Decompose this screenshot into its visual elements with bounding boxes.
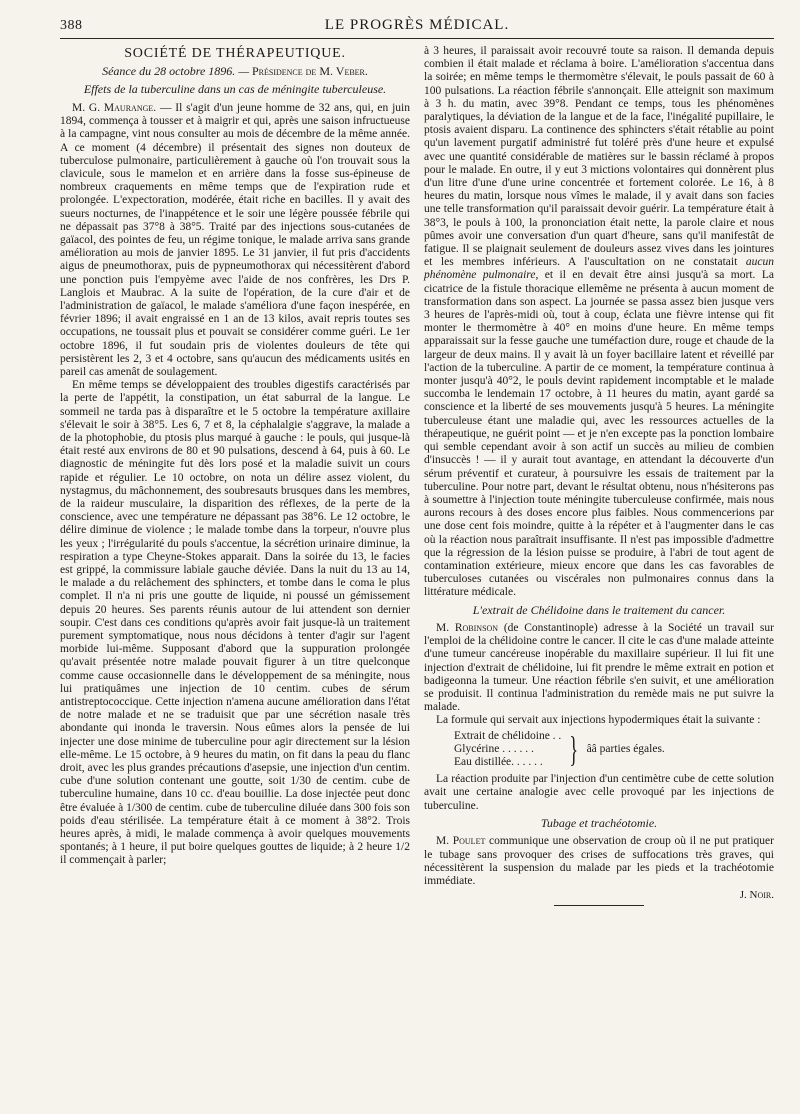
- formula-intro: La formule qui servait aux injections hypodermiques était la suivante :: [436, 714, 761, 727]
- left-column: [60, 45, 410, 906]
- author-poulet: M. Poulet: [436, 835, 486, 848]
- article-title-tuberculine: Effets de la tuberculine dans un cas de méningite tuberculeuse.: [83, 82, 387, 97]
- society-title: SOCIÉTÉ DE THÉRAPEUTIQUE.: [124, 46, 346, 61]
- seance-presidence: Présidence de M. Veber.: [251, 64, 368, 79]
- end-rule: [554, 905, 644, 906]
- right-column: [424, 45, 774, 906]
- page-number: 388: [60, 18, 83, 33]
- paragraph-text: — Il s'agit d'un jeune homme de 32 ans, qui, en juin 1894, commença à tousser et à maigrir et qui, après une saison infructueuse à la campagne, vint nous consulter au mois de décembre de la même année. A ce moment (4 décembre) il présentait des signes non douteux de tuberculose pulmonaire, particulièrement à gauche où l'on trouvait sous la clavicule, sous le mamelon et en arrière dans la fosse sus-épineuse de nombreux craquements en même temps que de l'expiration rude et prolongée. L'expectoration, modérée, était riche en bacilles. Il y avait des sueurs nocturnes, de l'inappétence et le soir une légère poussée fébrile qui ne dépassait pas 37°8 à 38°5. Traité par des injections sous-cutanées de gaïacol, des pointes de feu, un régime tonique, le malade arriva sans grande amélioration au mois de janvier 1895. Le 31 janvier, il fut pris d'accidents aigus de pneumothorax, puis de pypneumothorax qui nécessitèrent d'abord une ponction puis l'empyème avec l'aide de nos confrères, les Drs P. Langlois et Maubrac. A la suite de l'opération, de la cure d'air et de l'administration de gaïacol, le malade s'améliora d'une façon inespérée, en février 1896; il avait engraissé en 1 an de 13 kilos, avait repris toutes ses occupations, ne toussait plus et pouvait se considérer comme guéri. Le 1er octobre 1896, il fut soudain pris de violentes douleurs de tête qui persistèrent les 2, 3 et 4 octobre, sans qu'aucun des médicaments usités en pareil cas amenât de soulagement.: [60, 101, 410, 378]
- paragraph-text: (de Constantinople) adresse à la Société un travail sur l'emploi de la chélidoine contre le cancer. Il cite le cas d'une malade atteinte d'une tumeur cancéreuse inopérable du maxillaire supérieur. Il lui fit une injection d'extrait de chélidoine, lui fit prendre le même extrait en potion et badigeonna la tumeur. Une réaction fébrile s'en suivit, et une amélioration se produisit. Il continua l'administration du remède mais ne put suivre la malade.: [424, 622, 774, 714]
- formula-proportion: ââ parties égales.: [586, 742, 665, 755]
- seance-line: [60, 65, 410, 78]
- brace-glyph: }: [569, 729, 579, 770]
- journal-title: LE PROGRÈS MÉDICAL.: [324, 17, 510, 33]
- ingredient: Eau distillée. . . . . .: [454, 756, 543, 769]
- paragraph: [424, 835, 774, 888]
- paragraph-text: , et il en devait être ainsi jusqu'à sa mort. La cicatrice de la fistule thoracique ellemême ne présenta à aucun moment de transformation dans son aspect. La journée se passa assez bien jusque vers 3 heures de l'après-midi où, tout à coup, éclata une fièvre intense qui fit monter le thermomètre à 40° en moins d'une heure. En même temps apparaissait sur la fesse gauche une tuméfaction dure, rouge et chaude de la largeur de deux mains. Il y avait là un foyer bacillaire latent et réveillé par l'action de la tuberculine. A partir de ce moment, la température continua à monter jusqu'à 40°2, le pouls devint rapidement incomptable et le malade succomba le lendemain 17 octobre, à 11 heures du matin, ayant gardé sa conscience et la liberté de ses mouvements jusqu'à 5 heures. La méningite tuberculeuse étant une maladie qui, avec les ressources actuelles de la thérapeutique, ne guérit point — et je n'en excepte pas la ponction lombaire qui semble cependant avoir à son actif un succès au milieu de combien d'insuccès ! — il y aurait tout avantage, en attendant la découverte d'un sérum préventif et curateur, à poursuivre les essais de traitement par la tuberculine. Pour notre part, devant le résultat obtenu, nous n'hésiterons pas à soumettre à l'injection toute méningite tuberculeuse confirmée, mais nous aurons recours à des doses encore plus faibles. Nous commencerions par une dose cent fois moindre, quitte à la répéter et à l'augmenter dans le cas où la réaction nous paraîtrait insuffisante. Il n'est pas impossible d'admettre que la régression de la lésion puisse se produire, à l'abri de tout agent de contamination extérieure, mieux encore que dans les cas favorables de tuberculoses cutanées ou viscérales non pulmonaires connus dans la littérature médicale.: [424, 269, 774, 599]
- ingredient: Extrait de chélidoine . .: [454, 729, 562, 742]
- two-column-body: [60, 45, 774, 906]
- article-title-chelidoine: L'extrait de Chélidoine dans le traitement du cancer.: [472, 602, 726, 617]
- paragraph-continued: [424, 45, 774, 600]
- paragraph: En même temps se développaient des troubles digestifs caractérisés par la perte de l'appétit, la constipation, un état saburral de la langue. Le sommeil ne tarda pas à disparaître et le 5 octobre la température axillaire s'élevait le soir à 38°5. Les 6, 7 et 8, la céphalalgie s'aggrave, la malade a de la photophobie, du ptosis plus marqué à gauche : le pouls, qui jusque-là était resté aux environs de 80 et 90 pulsations, descend à 64, puis à 60. Le diagnostic de méningite fut dès lors posé et la maladie suivit un cours rapide et régulier. Le 10 octobre, on nota un délire assez violent, du nystagmus, du mâchonnement, des soubresauts brusques dans les membres, de la raideur musculaire, la disparition des réflexes, de la perte de la conscience, avec une température ne dépassant pas 38°6. Le 12 octobre, le délire diminue de violence ; le malade tombe dans la torpeur, n'ouvre plus les yeux ; l'irrégularité du pouls s'accentue, la sécrétion urinaire diminue, la respiration a type Cheyne-Stokes apparait. Dans la soirée du 13, le facies est grippé, la commissure labiale gauche déviée. Dans la nuit du 13 au 14, le malade a du relâchement des sphincters, et tombe dans le coma le plus complet. Il n'a ni pris une goutte de liquide, ni poussé un gémissement depuis 20 heures. Ses parents réunis autour de lui attendent son dernier soupir. C'est dans ces conditions qu'après avoir fait jusque-là un traitement purement symptomatique, nous nous décidons à tenter d'agir sur l'agent morbide lui-même. Supposant d'abord que la suppuration prolongée qu'avait présentée notre malade pouvait figurer à un titre quelconque comme cause occasionnelle dans le développement de sa méningite, nous lui pratiquâmes une injection de 10 centim. cubes de sérum antistreptococcique. Cette injection n'amena aucune amélioration dans l'état de notre malade et ne se traduisit que par une sécrétion nasale très abondante qui inonda le traversin. Nous eûmes alors la pensée de lui injecter une dose minime de tuberculine pour agir directement sur la lésion elle-même. Le 15 octobre, à 9 heures du matin, on fit dans la peau du flanc droit, avec les plus grandes précautions d'asepsie, une injection d'un centim. cube d'une solution contenant une goutte, soit 1/30 de centim. cube de tuberculine humaine, dans 10 cc. d'eau bouillie. La dose injectée peut donc être évaluée à 1/300 de centim. cube de tuberculine diluée dans 300 fois son poids d'eau stérilisée. La température était à ce moment à 38°2. Trois heures après, à midi, le malade commença à avoir quelques mouvements spontanés; à 1 heure, il put boire quelques gouttes de liquide; à 2 heure 1/2 il commençait à parler;: [60, 379, 410, 867]
- seance-date: Séance du 28 octobre 1896.: [102, 64, 236, 79]
- author-robinson: M. Robinson: [436, 622, 499, 635]
- paragraph: La réaction produite par l'injection d'un centimètre cube de cette solution avait une certaine analogie avec celle provoqué par les injections de tuberculine.: [424, 773, 774, 812]
- ingredient: Glycérine . . . . . .: [454, 742, 534, 755]
- signature: J. Noir.: [739, 889, 774, 902]
- italic-phrase: aucun phénomène pulmonaire: [424, 256, 774, 282]
- paragraph-text: à 3 heures, il paraissait avoir recouvré toute sa raison. Il demanda depuis combien il était malade et réclama à boire. L'amélioration s'accentua dans la soirée; en même temps le thermomètre s'élevait, le pouls passait de 60 à 100 pulsations. La réaction fébrile s'annonçait. Elle atteignit son maximum à 3 h. du matin, avec 39°8. Pendant ce temps, tous les phénomènes paralytiques, la déviation de la langue et de la face, l'inégalité pupillaire, le ptosis avaient disparu. La continence des sphincters s'était rétablie au point qu'un lavement purgatif administré fut toléré près d'une heure et expulsé avec une quantité considérable de matières sur le bassin réclamé à propos pour le malade. En outre, il y eut 3 mictions volontaires qui donnèrent plus d'un litre d'une d'une urine concentrée et fortement colorée. Le 16, à 8 heures du matin, lorsque nous vîmes le malade, il y avait dans son facies une telle transformation qu'il paraissait devoir guérir. La température était à 38°3, le pouls à 100, la prononciation était nette, la parole claire et nous pûmes avoir une conversation d'un quart d'heure, sans qu'il manifestât de fatigue. Il se plaignait seulement de douleurs assez vives dans les jointures et les membres inférieurs. A l'auscultation on ne constatait: [424, 45, 774, 269]
- author-maurange: M. G. Maurange.: [72, 101, 157, 114]
- paragraph-text: communique une observation de croup où il ne put pratiquer le tubage sans provoquer des crises de suffocations très graves, qui nécessitèrent la suspension du malade par les pieds et la trachéotomie immédiate.: [424, 835, 774, 887]
- formula-block: [454, 730, 774, 770]
- article-title-tubage: Tubage et trachéotomie.: [540, 815, 658, 830]
- running-head: [60, 14, 774, 36]
- paragraph: [60, 102, 410, 379]
- seance-dash: —: [235, 64, 252, 79]
- ingredient-list: [454, 730, 561, 770]
- paragraph: [424, 622, 774, 714]
- header-rule: [60, 38, 774, 39]
